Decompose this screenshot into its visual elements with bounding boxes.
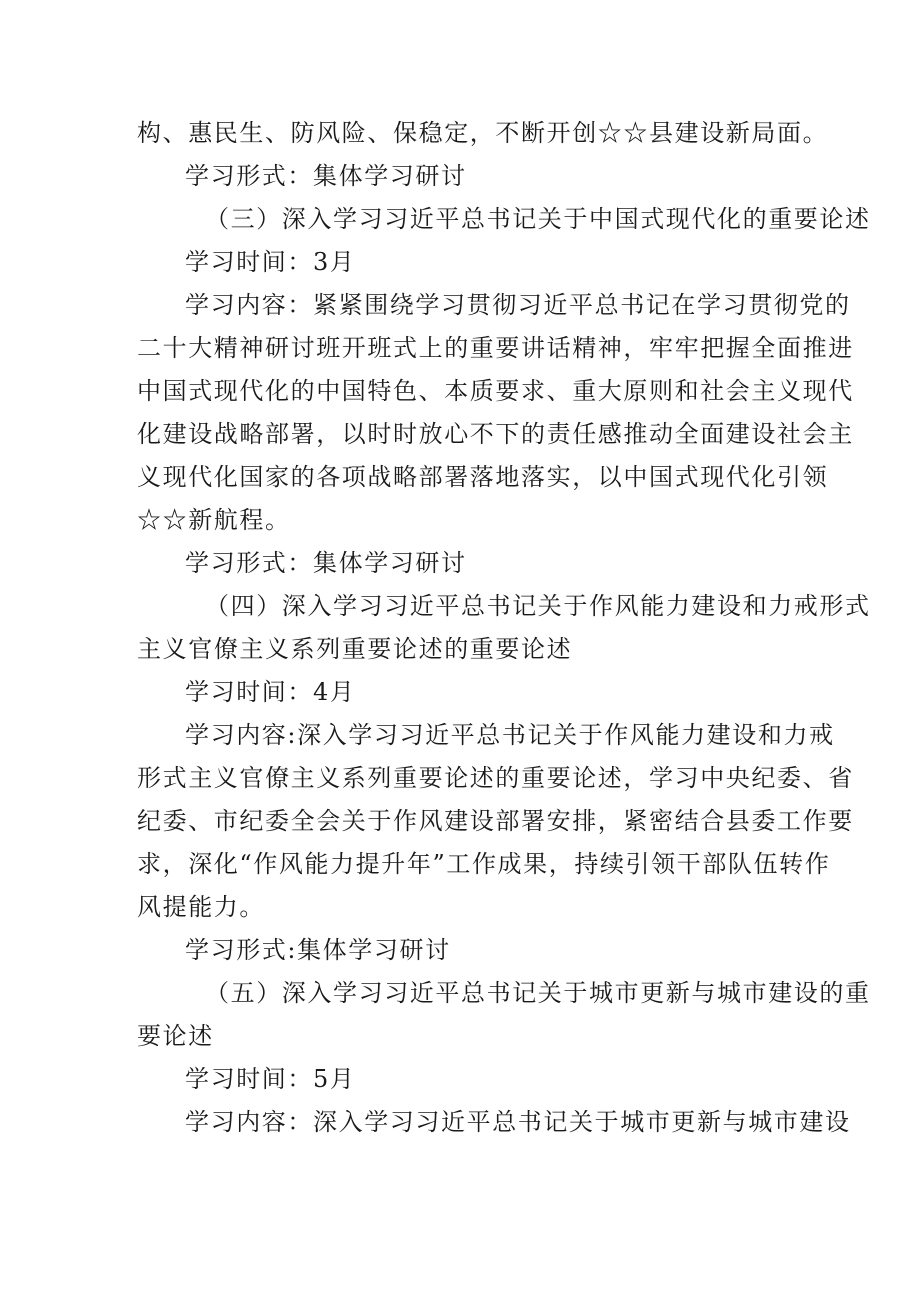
section-heading-5-continuation: 要论述 [137,1022,214,1050]
study-content-line: 纪委、市纪委全会关于作风建设部署安排，紧密结合县委工作要 [137,807,854,835]
section-heading-4: （四）深入学习习近平总书记关于作风能力建设和力戒形式 [205,592,871,620]
study-content-line: 学习内容：紧紧围绕学习贯彻习近平总书记在学习贯彻党的 [185,291,851,319]
study-content-line: 形式主义官僚主义系列重要论述的重要论述，学习中央纪委、省 [137,764,854,792]
study-format-label: 学习形式:集体学习研讨 [185,936,451,964]
study-content-line: 二十大精神研讨班开班式上的重要讲话精神，牢牢把握全面推进 [137,334,854,362]
study-time-label: 学习时间：3月 [185,248,356,276]
section-heading-4-continuation: 主义官僚主义系列重要论述的重要论述 [137,635,573,663]
paragraph-continuation: 构、惠民生、防风险、保稳定，不断开创☆☆县建设新局面。 [137,119,829,147]
study-content-line: 化建设战略部署，以时时放心不下的责任感推动全面建设社会主 [137,420,854,448]
section-heading-3: （三）深入学习习近平总书记关于中国式现代化的重要论述 [205,205,871,233]
study-content-line: 中国式现代化的中国特色、本质要求、重大原则和社会主义现代 [137,377,854,405]
study-content-line: ☆☆新航程。 [137,506,291,534]
study-format-label: 学习形式：集体学习研讨 [185,162,467,190]
study-format-label: 学习形式：集体学习研讨 [185,549,467,577]
study-time-label: 学习时间：4月 [185,678,356,706]
study-content-line: 求，深化“作风能力提升年”工作成果，持续引领干部队伍转作 [137,850,831,878]
study-content-line: 义现代化国家的各项战略部署落地落实，以中国式现代化引领 [137,463,829,491]
section-heading-5: （五）深入学习习近平总书记关于城市更新与城市建设的重 [205,979,871,1007]
study-content-line: 学习内容:深入学习习近平总书记关于作风能力建设和力戒 [185,721,835,749]
study-content-line: 风提能力。 [137,893,265,921]
study-content-line: 学习内容：深入学习习近平总书记关于城市更新与城市建设 [185,1108,851,1136]
study-time-label: 学习时间：5月 [185,1065,356,1093]
